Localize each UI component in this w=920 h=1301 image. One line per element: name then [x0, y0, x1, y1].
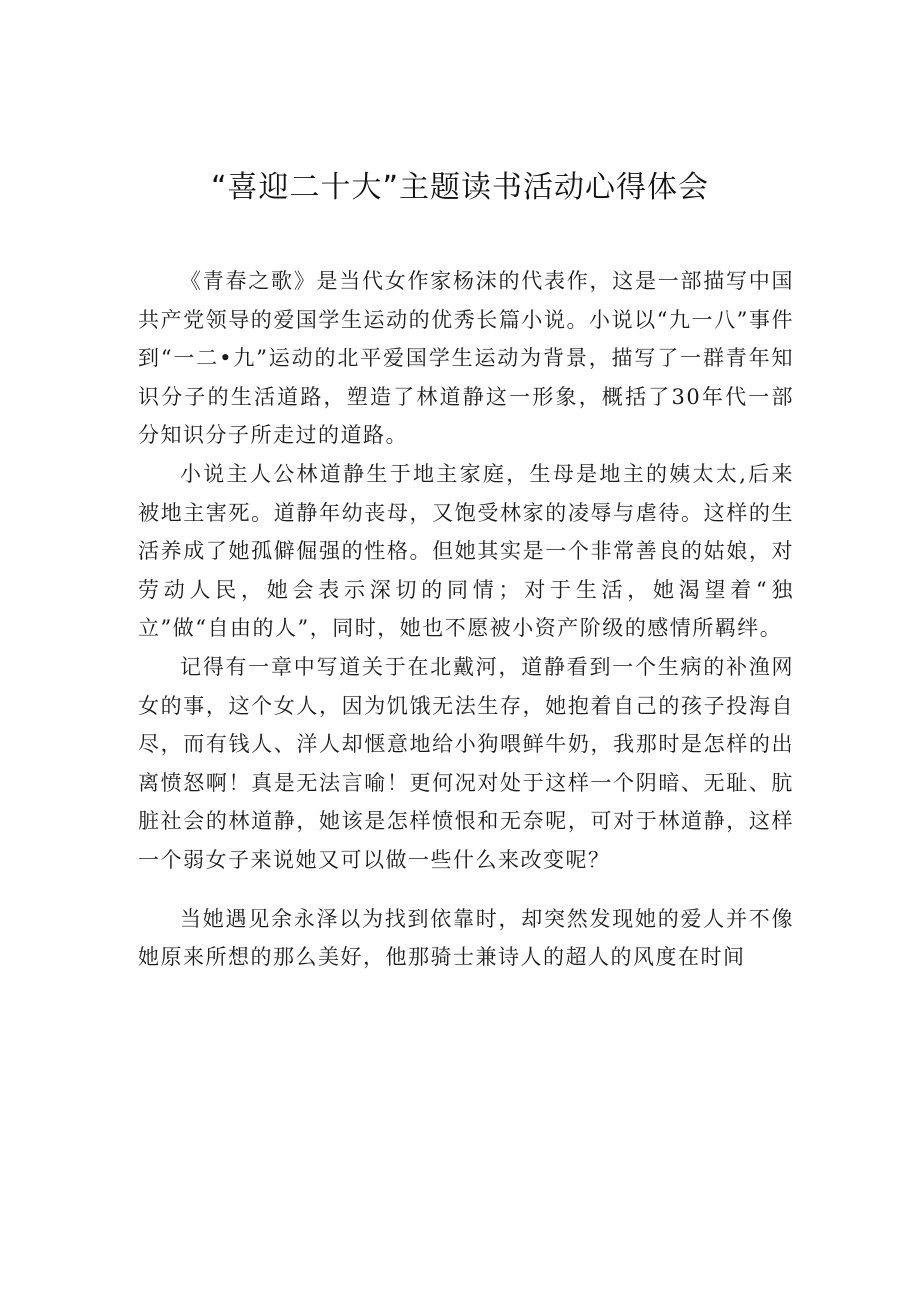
paragraph-4: 当她遇见余永泽以为找到依靠时，却突然发现她的爱人并不像她原来所想的那么美好，他那骑士兼诗人的超人的风度在时间 [138, 906, 794, 970]
document-title: “喜迎二十大”主题读书活动心得体会 [210, 170, 710, 205]
paragraph-2: 小说主人公林道静生于地主家庭，生母是地主的姨太太,后来被地主害死。道静年幼丧母，又饱受林家的凌辱与虐待。这样的生活养成了她孤僻倔强的性格。但她其实是一个非常善良的姑娘，对劳动人民，她会表示深切的同情；对于生活，她渴望着“独立”做“自由的人”，同时，她也不愿被小资产阶级的感情所羁绊。 [138, 461, 794, 641]
paragraph-1: 《青春之歌》是当代女作家杨沫的代表作，这是一部描写中国共产党领导的爱国学生运动的优秀长篇小说。小说以“九一八”事件到“一二•九”运动的北平爱国学生运动为背景，描写了一群青年知识分子的生活道路，塑造了林道静这一形象，概括了30年代一部分知识分子所走过的道路。 [138, 269, 794, 448]
paragraph-3: 记得有一章中写道关于在北戴河，道静看到一个生病的补渔网女的事，这个女人，因为饥饿无法生存，她抱着自己的孩子投海自尽，而有钱人、洋人却惬意地给小狗喂鲜牛奶，我那时是怎样的出离愤怒啊！真是无法言喻！更何况对处于这样一个阴暗、无耻、肮脏社会的林道静，她该是怎样愤恨和无奈呢，可对于林道静，这样一个弱女子来说她又可以做一些什么来改变呢？ [138, 654, 794, 872]
document-body [138, 262, 794, 977]
